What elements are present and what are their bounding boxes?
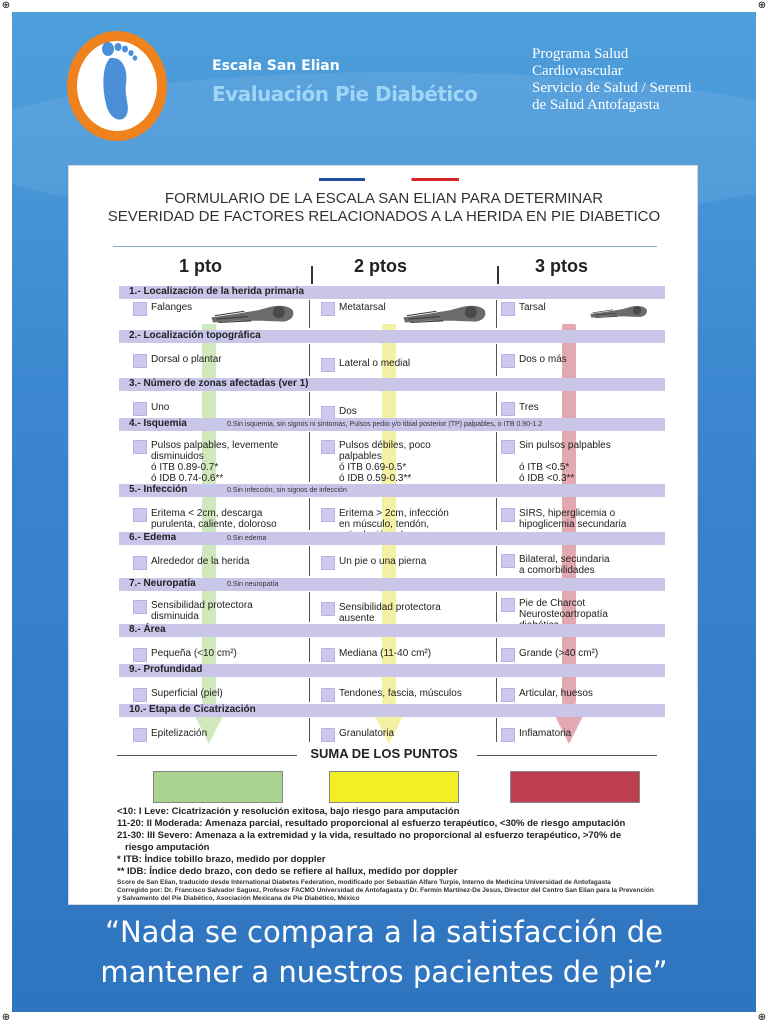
foot-bones-icon bbox=[209, 300, 297, 326]
legend-line: 11-20: II Moderada: Amenaza parcial, resultado proporcional al esfuerzo terapéutico, <30% de riesgo amputación bbox=[117, 818, 626, 829]
column-divider bbox=[496, 638, 497, 662]
option-text bbox=[151, 648, 237, 659]
score-option[interactable] bbox=[501, 440, 611, 484]
column-divider bbox=[496, 546, 497, 576]
column-divider bbox=[496, 718, 497, 742]
column-divider bbox=[309, 638, 310, 662]
score-option[interactable] bbox=[133, 688, 223, 702]
option-text-line: Pequeña (<10 cm²) bbox=[151, 648, 237, 659]
option-text-line bbox=[519, 451, 611, 462]
checkbox-icon[interactable] bbox=[501, 554, 515, 568]
quote-line: “Nada se compara a la satisfacción de bbox=[104, 915, 664, 949]
crop-mark-icon: ⊕ bbox=[1, 0, 11, 11]
score-option[interactable] bbox=[501, 402, 539, 416]
score-option[interactable] bbox=[321, 302, 386, 316]
column-divider bbox=[309, 300, 310, 328]
option-text bbox=[519, 648, 598, 659]
crop-mark-icon: ⊕ bbox=[1, 1012, 11, 1023]
option-text-line: Eritema > 2cm, infección bbox=[339, 508, 449, 519]
section-bar bbox=[119, 624, 665, 637]
checkbox-icon[interactable] bbox=[321, 728, 335, 742]
option-text bbox=[339, 440, 431, 484]
checkbox-icon[interactable] bbox=[501, 402, 515, 416]
program-line: Cardiovascular bbox=[532, 63, 623, 79]
column-header-1: 1 pto bbox=[179, 256, 222, 276]
checkbox-icon[interactable] bbox=[501, 728, 515, 742]
score-option[interactable] bbox=[133, 600, 253, 622]
section-zero-note: 0.Sin edema bbox=[227, 535, 267, 542]
option-text-line: ausente bbox=[339, 613, 375, 624]
option-text-line: Sensibilidad protectora bbox=[339, 602, 441, 613]
section-label: 9.- Profundidad bbox=[129, 664, 203, 675]
column-divider bbox=[496, 498, 497, 530]
option-text-line: Eritema < 2cm, descarga bbox=[151, 508, 263, 519]
column-divider bbox=[309, 678, 310, 702]
option-text bbox=[151, 402, 169, 413]
option-text-line: Inflamatoria bbox=[519, 728, 572, 739]
column-divider bbox=[496, 432, 497, 482]
option-text-line: Pulsos palpables, levemente bbox=[151, 440, 279, 451]
option-text bbox=[151, 600, 253, 622]
score-option[interactable] bbox=[501, 302, 546, 316]
checkbox-icon[interactable] bbox=[501, 688, 515, 702]
option-text bbox=[339, 602, 441, 624]
legend-line: * ITB: Índice tobillo brazo, medido por doppler bbox=[117, 854, 326, 865]
assessment-form bbox=[68, 165, 698, 905]
option-text-line: ó ITB <0.5* bbox=[519, 462, 570, 473]
option-text-line: Tendones, fascia, músculos bbox=[339, 688, 462, 699]
option-text bbox=[151, 302, 192, 313]
column-divider bbox=[311, 266, 313, 284]
column-divider bbox=[496, 344, 497, 376]
section-label: 1.- Localización de la herida primaria bbox=[129, 286, 305, 297]
option-text bbox=[339, 302, 386, 313]
section-bar bbox=[119, 532, 665, 545]
score-option[interactable] bbox=[321, 602, 441, 624]
quote-line: mantener a nuestros pacientes de pie” bbox=[100, 955, 668, 989]
option-text-line: Un pie o una pierna bbox=[339, 556, 427, 567]
option-text bbox=[151, 354, 222, 365]
score-option[interactable] bbox=[501, 508, 626, 530]
option-text-line: ó ITB 0.89-0.7* bbox=[151, 462, 219, 473]
form-title-line: SEVERIDAD DE FACTORES RELACIONADOS A LA HERIDA EN PIE DIABETICO bbox=[107, 208, 661, 225]
option-text-line: Tarsal bbox=[519, 302, 546, 313]
option-text bbox=[151, 440, 278, 484]
option-text-line: Mediana (11-40 cm²) bbox=[339, 648, 432, 659]
section-zero-note: 0.Sin isquemia, sin signos ni síntomas, Pulsos pedio y/o tibial posterior (TP) palpables, o ITB 0.90-1.2 bbox=[227, 421, 543, 428]
checkbox-icon[interactable] bbox=[321, 556, 335, 570]
sum-title: SUMA DE LOS PUNTOS bbox=[310, 746, 458, 761]
option-text-line: SIRS, hiperglicemia o bbox=[519, 508, 616, 519]
score-option[interactable] bbox=[501, 554, 610, 576]
column-divider bbox=[497, 266, 499, 284]
option-text-line: disminuidos bbox=[151, 451, 204, 462]
score-option[interactable] bbox=[133, 302, 192, 316]
option-text bbox=[519, 554, 610, 576]
score-option[interactable] bbox=[501, 648, 598, 662]
score-option[interactable] bbox=[133, 728, 207, 742]
column-divider bbox=[309, 392, 310, 416]
checkbox-icon[interactable] bbox=[133, 688, 147, 702]
crop-mark-icon: ⊕ bbox=[757, 1012, 767, 1023]
foot-bones-icon bbox=[399, 300, 491, 326]
option-text-line: Pie de Charcot bbox=[519, 598, 586, 609]
option-text-line: Metatarsal bbox=[339, 302, 386, 313]
checkbox-icon[interactable] bbox=[133, 402, 147, 416]
program-line: Servicio de Salud / Seremi bbox=[532, 80, 692, 96]
column-header-3: 3 ptos bbox=[535, 256, 589, 276]
option-text-line: ó IDB <0.3** bbox=[519, 473, 575, 484]
option-text bbox=[519, 688, 593, 699]
section-label: 10.- Etapa de Cicatrización bbox=[129, 704, 256, 715]
option-text-line: ó IDB 0.59-0.3** bbox=[339, 473, 412, 484]
score-option[interactable] bbox=[321, 648, 431, 662]
credits-line: Score de San Elian, traducido desde International Diabetes Federation, modificado por Sebastián Alfaro Turpie, Interno de Medicina Universidad de Antofagasta bbox=[117, 879, 611, 886]
checkbox-icon[interactable] bbox=[321, 688, 335, 702]
sum-box-mild[interactable] bbox=[153, 771, 283, 803]
section-label: 4.- Isquemia bbox=[129, 418, 187, 429]
legend-line: riesgo amputación bbox=[125, 842, 210, 853]
score-option[interactable] bbox=[133, 440, 278, 484]
checkbox-icon[interactable] bbox=[133, 440, 147, 454]
checkbox-icon[interactable] bbox=[133, 508, 147, 522]
checkbox-icon[interactable] bbox=[133, 556, 147, 570]
section-label: 6.- Edema bbox=[129, 532, 177, 543]
poster bbox=[12, 12, 756, 1012]
score-option[interactable] bbox=[133, 354, 222, 368]
program-line: de Salud Antofagasta bbox=[532, 97, 660, 113]
option-text-line: Lateral o medial bbox=[339, 358, 411, 369]
column-divider bbox=[309, 344, 310, 376]
checkbox-icon[interactable] bbox=[501, 598, 515, 612]
option-text-line: Tres bbox=[519, 402, 539, 413]
score-option[interactable] bbox=[133, 556, 249, 570]
score-option[interactable] bbox=[321, 728, 394, 742]
option-text-line: Sensibilidad protectora bbox=[151, 600, 253, 611]
option-text-line: en músculo, tendón, bbox=[339, 519, 430, 530]
column-divider bbox=[309, 498, 310, 530]
option-text-line: palpables bbox=[339, 451, 382, 462]
option-text-line: ó ITB 0.69-0.5* bbox=[339, 462, 407, 473]
checkbox-icon[interactable] bbox=[501, 648, 515, 662]
checkbox-icon[interactable] bbox=[321, 508, 335, 522]
header-subtitle: Evaluación Pie Diabético bbox=[212, 82, 478, 106]
option-text bbox=[339, 648, 431, 659]
option-text-line: Sin pulsos palpables bbox=[519, 440, 611, 451]
score-option[interactable] bbox=[501, 728, 571, 742]
score-option[interactable] bbox=[321, 440, 431, 484]
option-text bbox=[519, 402, 539, 413]
legend-line: ** IDB: Índice dedo brazo, con dedo se refiere al hallux, medido por doppler bbox=[117, 866, 458, 877]
option-text-line: Granulatoria bbox=[339, 728, 395, 739]
section-label: 5.- Infección bbox=[129, 484, 188, 495]
checkbox-icon[interactable] bbox=[501, 354, 515, 368]
title-rule bbox=[113, 246, 657, 247]
option-text bbox=[519, 508, 626, 530]
section-label: 3.- Número de zonas afectadas (ver 1) bbox=[129, 378, 309, 389]
option-text-line: Dorsal o plantar bbox=[151, 354, 222, 365]
program-block bbox=[532, 46, 752, 114]
option-text-line: Pulsos débiles, poco bbox=[339, 440, 431, 451]
score-option[interactable] bbox=[321, 688, 462, 702]
score-option[interactable] bbox=[133, 508, 277, 530]
credits bbox=[117, 879, 687, 903]
column-divider bbox=[309, 432, 310, 482]
option-text bbox=[339, 406, 357, 417]
legend-line: 21-30: III Severo: Amenaza a la extremidad y la vida, resultado no proporcional al esfuerzo terapéutico, >70% de bbox=[117, 830, 622, 841]
option-text bbox=[339, 728, 394, 739]
score-option[interactable] bbox=[133, 648, 237, 662]
section-bar bbox=[119, 484, 665, 497]
option-text-line: Dos bbox=[339, 406, 357, 417]
foot-logo-icon bbox=[62, 26, 172, 146]
credits-line: y Salvamento del Pie Diabético, Asociación Mexicana de Pie Diabético, México bbox=[117, 895, 360, 902]
option-text bbox=[519, 302, 546, 313]
checkbox-icon[interactable] bbox=[321, 358, 335, 372]
option-text-line: Dos o más bbox=[519, 354, 567, 365]
column-divider bbox=[309, 546, 310, 576]
sum-box-moderate[interactable] bbox=[329, 771, 459, 803]
column-divider bbox=[496, 300, 497, 328]
section-zero-note: 0.Sin neuropatía bbox=[227, 581, 279, 588]
option-text-line: a comorbilidades bbox=[519, 565, 595, 576]
option-text-line: Bilateral, secundaria bbox=[519, 554, 610, 565]
column-divider bbox=[309, 718, 310, 742]
score-option[interactable] bbox=[501, 354, 567, 368]
sum-box-severe[interactable] bbox=[510, 771, 640, 803]
column-divider bbox=[496, 592, 497, 622]
column-divider bbox=[496, 678, 497, 702]
option-text bbox=[151, 556, 249, 567]
foot-bones-icon bbox=[589, 298, 649, 324]
option-text-line: Uno bbox=[151, 402, 170, 413]
header-title: Escala San Elian bbox=[212, 58, 340, 74]
section-zero-note: 0.Sin infección, sin signos de infección bbox=[227, 487, 347, 494]
option-text-line: Neurosteoartropatía bbox=[519, 609, 608, 620]
option-text bbox=[151, 508, 277, 530]
option-text-line: hipoglicemia secundaria bbox=[519, 519, 627, 530]
option-text bbox=[519, 354, 567, 365]
option-text-line: Falanges bbox=[151, 302, 193, 313]
option-text bbox=[519, 728, 571, 739]
option-text-line: Alrededor de la herida bbox=[151, 556, 250, 567]
option-text-line: Superficial (piel) bbox=[151, 688, 223, 699]
option-text-line: Grande (>40 cm²) bbox=[519, 648, 599, 659]
checkbox-icon[interactable] bbox=[321, 302, 335, 316]
option-text bbox=[151, 688, 223, 699]
checkbox-icon[interactable] bbox=[321, 440, 335, 454]
section-label: 2.- Localización topográfica bbox=[129, 330, 261, 341]
chile-flag-stripe bbox=[319, 178, 459, 181]
column-divider bbox=[309, 592, 310, 622]
checkbox-icon[interactable] bbox=[501, 302, 515, 316]
option-text bbox=[339, 688, 462, 699]
score-legend bbox=[117, 806, 677, 878]
closing-quote bbox=[12, 912, 756, 992]
legend-line: <10: I Leve: Cicatrización y resolución exitosa, bajo riesgo para amputación bbox=[117, 806, 460, 817]
score-option[interactable] bbox=[133, 402, 169, 416]
score-option[interactable] bbox=[321, 358, 410, 372]
score-option[interactable] bbox=[321, 556, 426, 570]
form-title bbox=[69, 190, 699, 226]
form-title-line: FORMULARIO DE LA ESCALA SAN ELIAN PARA DETERMINAR bbox=[164, 190, 604, 207]
checkbox-icon[interactable] bbox=[501, 440, 515, 454]
checkbox-icon[interactable] bbox=[133, 600, 147, 614]
program-line: Programa Salud bbox=[532, 46, 629, 62]
option-text-line: ó IDB 0.74-0.6** bbox=[151, 473, 224, 484]
checkbox-icon[interactable] bbox=[133, 354, 147, 368]
option-text-line: Articular, huesos bbox=[519, 688, 593, 699]
checkbox-icon[interactable] bbox=[133, 302, 147, 316]
column-divider bbox=[496, 392, 497, 416]
option-text bbox=[151, 728, 207, 739]
score-option[interactable] bbox=[501, 688, 593, 702]
checkbox-icon[interactable] bbox=[133, 648, 147, 662]
option-text bbox=[339, 556, 426, 567]
option-text-line: Epitelización bbox=[151, 728, 208, 739]
column-header-2: 2 ptos bbox=[354, 256, 408, 276]
section-bar bbox=[119, 578, 665, 591]
option-text-line: disminuida bbox=[151, 611, 199, 622]
crop-mark-icon: ⊕ bbox=[757, 0, 767, 11]
checkbox-icon[interactable] bbox=[133, 728, 147, 742]
checkbox-icon[interactable] bbox=[501, 508, 515, 522]
option-text-line: purulenta, caliente, doloroso bbox=[151, 519, 277, 530]
checkbox-icon[interactable] bbox=[321, 602, 335, 616]
section-label: 7.- Neuropatía bbox=[129, 578, 196, 589]
option-text bbox=[339, 358, 410, 369]
credits-line: Corregido por: Dr. Francisco Salvador Saguez, Profesor FACMO Universidad de Antofagasta y Dr. Fermín Martínez-De Jesus, Director del Centro San Elian para la Prevención bbox=[117, 887, 654, 894]
section-label: 8.- Área bbox=[129, 624, 166, 635]
checkbox-icon[interactable] bbox=[321, 648, 335, 662]
option-text bbox=[519, 440, 611, 484]
